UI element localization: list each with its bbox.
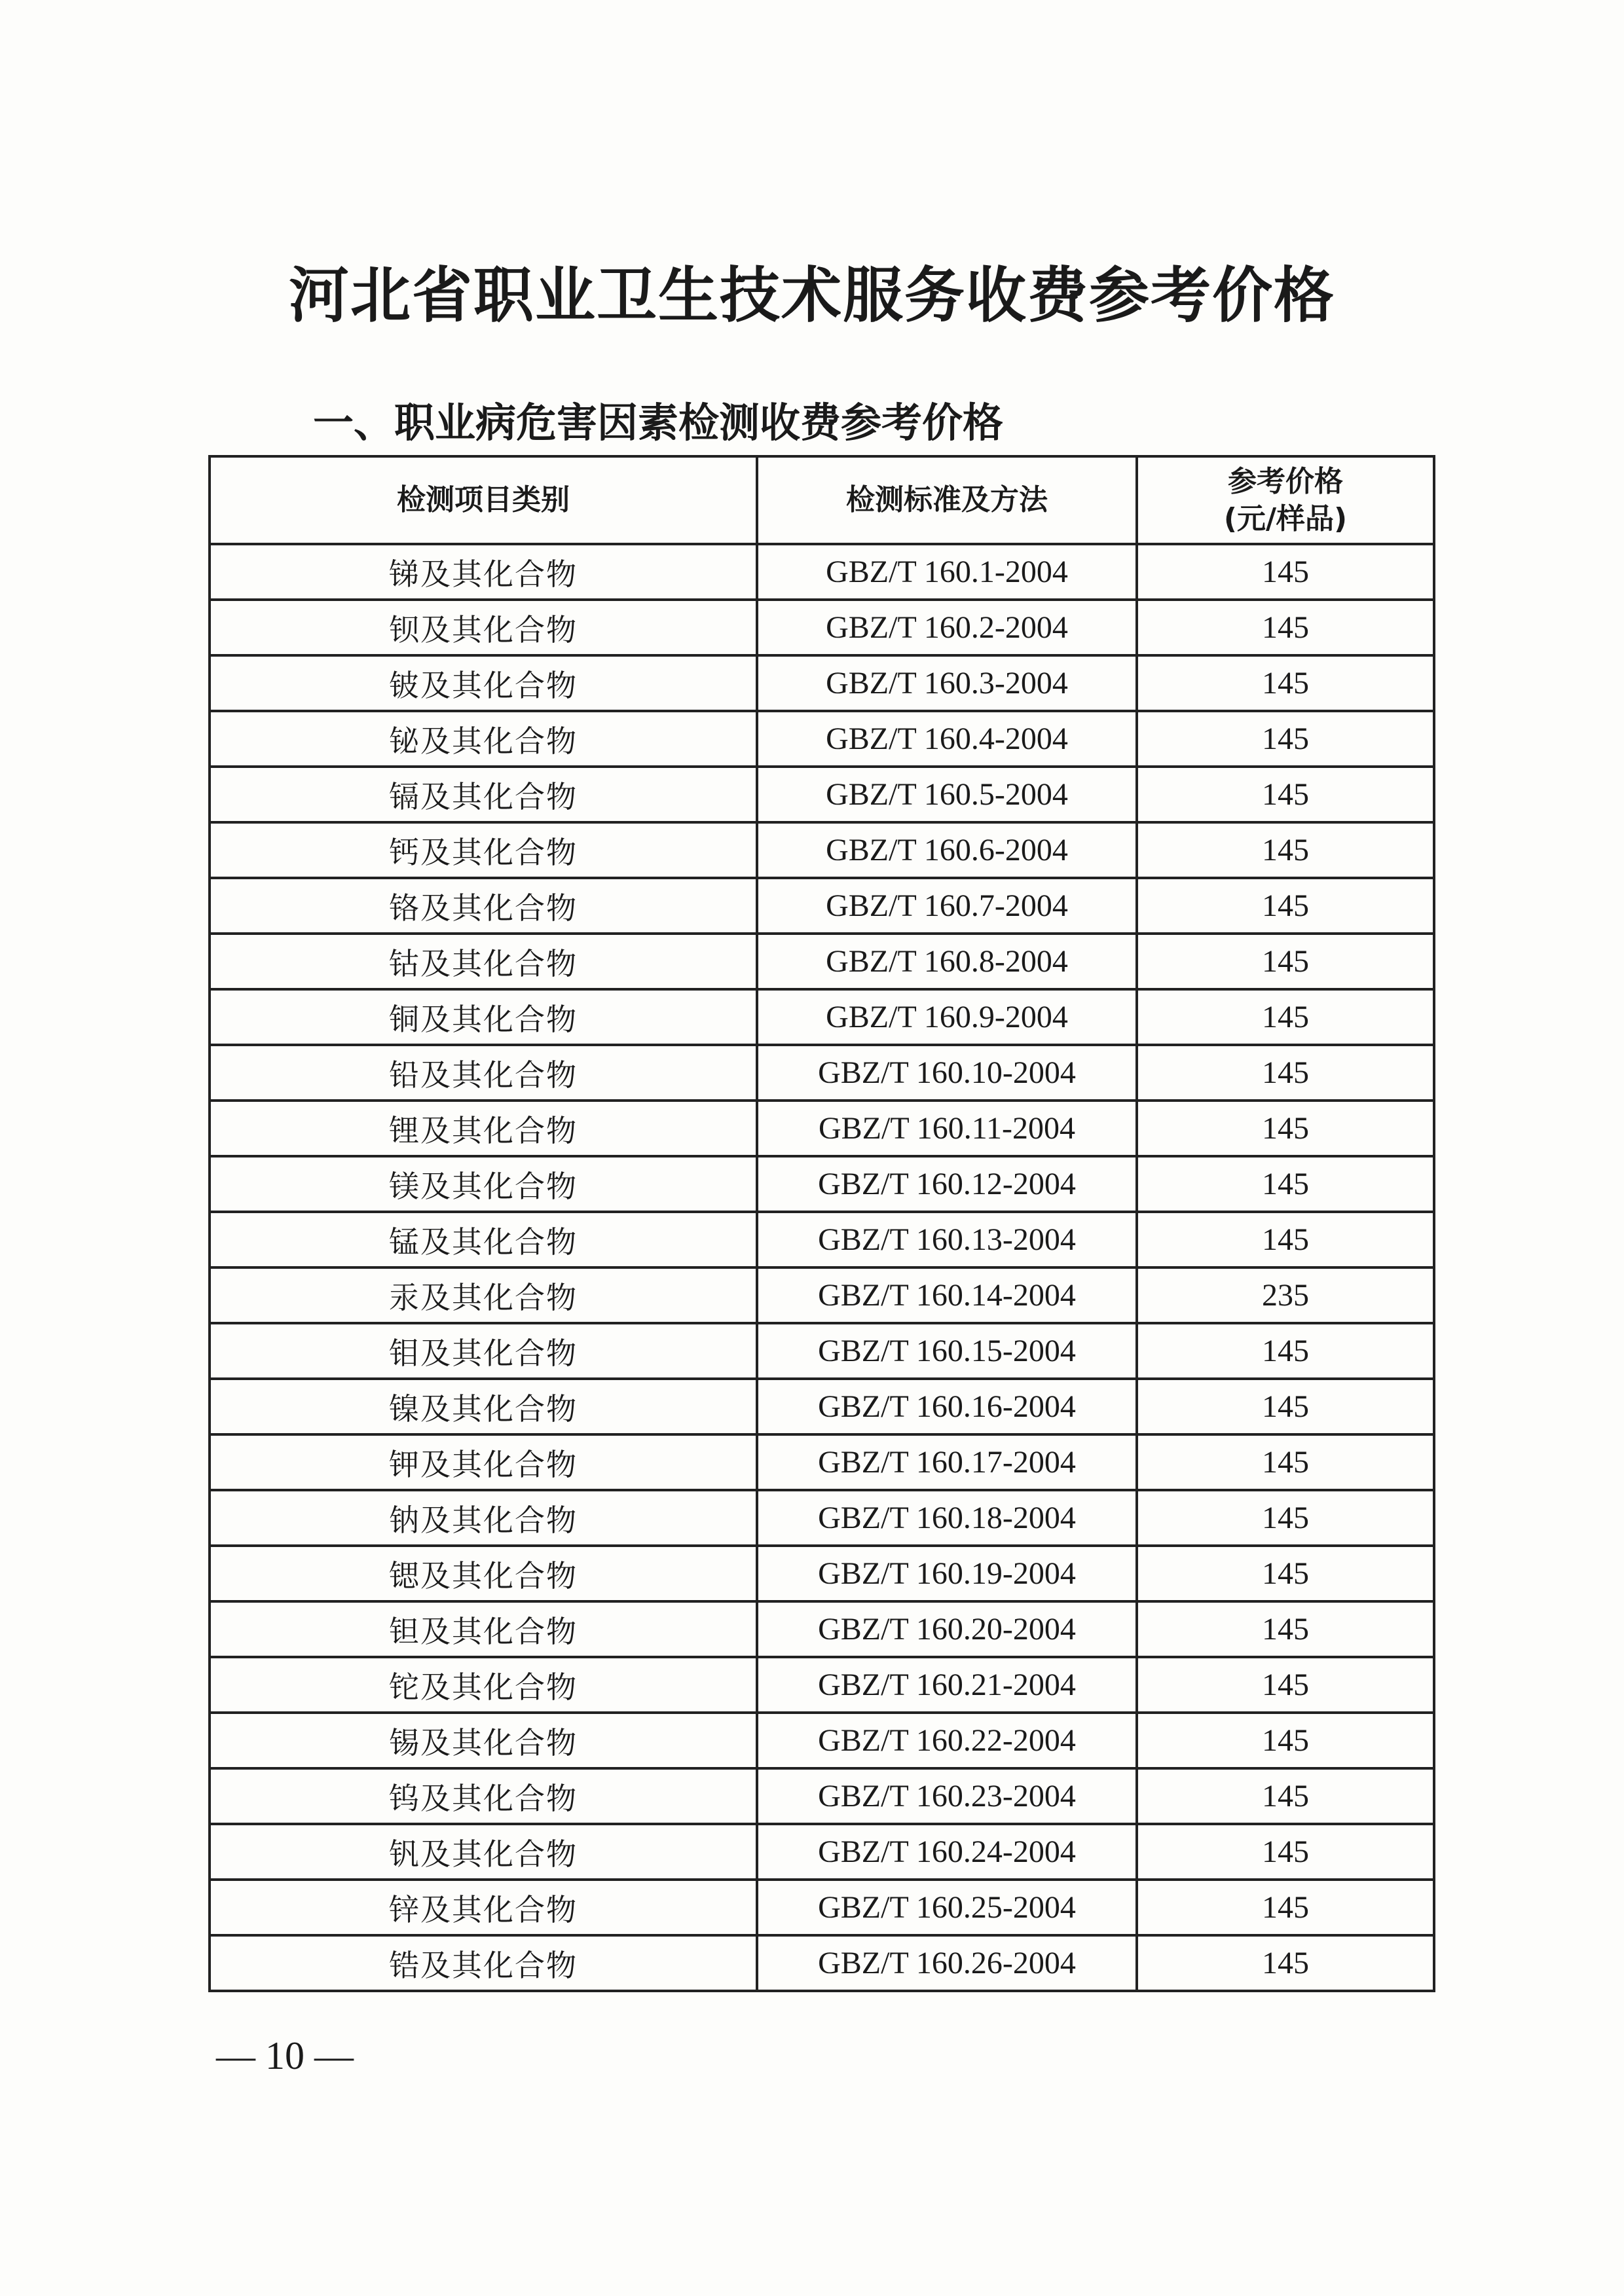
table-row xyxy=(210,934,1434,989)
cell-item: 铊及其化合物 xyxy=(210,1657,757,1713)
table-row xyxy=(210,544,1434,600)
table-row xyxy=(210,1212,1434,1267)
cell-item: 钠及其化合物 xyxy=(210,1490,757,1546)
table-row xyxy=(210,767,1434,822)
cell-standard: GBZ/T 160.17-2004 xyxy=(757,1434,1137,1490)
table-row xyxy=(210,1490,1434,1546)
cell-price: 145 xyxy=(1137,878,1434,934)
cell-price: 145 xyxy=(1137,1379,1434,1434)
cell-standard: GBZ/T 160.11-2004 xyxy=(757,1101,1137,1156)
cell-standard: GBZ/T 160.21-2004 xyxy=(757,1657,1137,1713)
table-row xyxy=(210,1824,1434,1880)
cell-price: 145 xyxy=(1137,1546,1434,1601)
cell-item: 锑及其化合物 xyxy=(210,544,757,600)
cell-standard: GBZ/T 160.19-2004 xyxy=(757,1546,1137,1601)
table-row xyxy=(210,1601,1434,1657)
cell-item: 铅及其化合物 xyxy=(210,1045,757,1101)
cell-item: 镍及其化合物 xyxy=(210,1379,757,1434)
cell-item: 钾及其化合物 xyxy=(210,1434,757,1490)
cell-standard: GBZ/T 160.15-2004 xyxy=(757,1323,1137,1379)
cell-item: 锂及其化合物 xyxy=(210,1101,757,1156)
table-row xyxy=(210,878,1434,934)
cell-price: 145 xyxy=(1137,1768,1434,1824)
cell-standard: GBZ/T 160.1-2004 xyxy=(757,544,1137,600)
table-row xyxy=(210,1935,1434,1991)
cell-price: 145 xyxy=(1137,989,1434,1045)
cell-price: 145 xyxy=(1137,767,1434,822)
cell-item: 镁及其化合物 xyxy=(210,1156,757,1212)
cell-price: 145 xyxy=(1137,1657,1434,1713)
page-title: 河北省职业卫生技术服务收费参考价格 xyxy=(288,260,1335,331)
cell-item: 铜及其化合物 xyxy=(210,989,757,1045)
cell-standard: GBZ/T 160.18-2004 xyxy=(757,1490,1137,1546)
cell-item: 锆及其化合物 xyxy=(210,1935,757,1991)
cell-item: 钼及其化合物 xyxy=(210,1323,757,1379)
table-header-row xyxy=(210,456,1434,544)
table-row xyxy=(210,1657,1434,1713)
cell-standard: GBZ/T 160.20-2004 xyxy=(757,1601,1137,1657)
table-row xyxy=(210,1880,1434,1935)
table-row xyxy=(210,1156,1434,1212)
cell-standard: GBZ/T 160.5-2004 xyxy=(757,767,1137,822)
table-row xyxy=(210,600,1434,655)
cell-standard: GBZ/T 160.7-2004 xyxy=(757,878,1137,934)
header-price-line1: 参考价格 xyxy=(1228,464,1343,498)
cell-item: 锰及其化合物 xyxy=(210,1212,757,1267)
price-table xyxy=(208,455,1435,1992)
cell-item: 锶及其化合物 xyxy=(210,1546,757,1601)
cell-price: 145 xyxy=(1137,1490,1434,1546)
cell-price: 145 xyxy=(1137,711,1434,767)
table-row xyxy=(210,822,1434,878)
cell-price: 145 xyxy=(1137,1601,1434,1657)
cell-standard: GBZ/T 160.2-2004 xyxy=(757,600,1137,655)
cell-price: 145 xyxy=(1137,1156,1434,1212)
cell-price: 145 xyxy=(1137,1101,1434,1156)
cell-price: 145 xyxy=(1137,1212,1434,1267)
cell-price: 145 xyxy=(1137,1045,1434,1101)
table-row xyxy=(210,989,1434,1045)
cell-standard: GBZ/T 160.24-2004 xyxy=(757,1824,1137,1880)
cell-standard: GBZ/T 160.12-2004 xyxy=(757,1156,1137,1212)
cell-price: 145 xyxy=(1137,822,1434,878)
cell-price: 145 xyxy=(1137,600,1434,655)
cell-price: 145 xyxy=(1137,544,1434,600)
table-row xyxy=(210,711,1434,767)
cell-standard: GBZ/T 160.10-2004 xyxy=(757,1045,1137,1101)
cell-item: 汞及其化合物 xyxy=(210,1267,757,1323)
table-row xyxy=(210,1768,1434,1824)
cell-item: 钨及其化合物 xyxy=(210,1768,757,1824)
cell-standard: GBZ/T 160.14-2004 xyxy=(757,1267,1137,1323)
cell-standard: GBZ/T 160.9-2004 xyxy=(757,989,1137,1045)
cell-price: 235 xyxy=(1137,1267,1434,1323)
table-row xyxy=(210,655,1434,711)
section-title: 一、职业病危害因素检测收费参考价格 xyxy=(313,399,1004,446)
cell-item: 钡及其化合物 xyxy=(210,600,757,655)
cell-item: 钽及其化合物 xyxy=(210,1601,757,1657)
page-number: — 10 — xyxy=(216,2034,354,2077)
cell-standard: GBZ/T 160.22-2004 xyxy=(757,1713,1137,1768)
cell-item: 钙及其化合物 xyxy=(210,822,757,878)
table-row xyxy=(210,1267,1434,1323)
cell-item: 锌及其化合物 xyxy=(210,1880,757,1935)
cell-standard: GBZ/T 160.13-2004 xyxy=(757,1212,1137,1267)
cell-standard: GBZ/T 160.4-2004 xyxy=(757,711,1137,767)
cell-item: 钴及其化合物 xyxy=(210,934,757,989)
header-standard: 检测标准及方法 xyxy=(757,456,1137,544)
cell-price: 145 xyxy=(1137,655,1434,711)
cell-item: 镉及其化合物 xyxy=(210,767,757,822)
cell-price: 145 xyxy=(1137,1880,1434,1935)
table-row xyxy=(210,1546,1434,1601)
cell-item: 铋及其化合物 xyxy=(210,711,757,767)
cell-standard: GBZ/T 160.26-2004 xyxy=(757,1935,1137,1991)
cell-price: 145 xyxy=(1137,1323,1434,1379)
header-price xyxy=(1137,456,1434,544)
cell-standard: GBZ/T 160.16-2004 xyxy=(757,1379,1137,1434)
table-row xyxy=(210,1379,1434,1434)
cell-standard: GBZ/T 160.3-2004 xyxy=(757,655,1137,711)
cell-price: 145 xyxy=(1137,934,1434,989)
cell-item: 钒及其化合物 xyxy=(210,1824,757,1880)
table-row xyxy=(210,1045,1434,1101)
table-row xyxy=(210,1434,1434,1490)
cell-item: 铬及其化合物 xyxy=(210,878,757,934)
table-row xyxy=(210,1101,1434,1156)
cell-price: 145 xyxy=(1137,1713,1434,1768)
header-item: 检测项目类别 xyxy=(210,456,757,544)
table-row xyxy=(210,1713,1434,1768)
cell-item: 锡及其化合物 xyxy=(210,1713,757,1768)
cell-item: 铍及其化合物 xyxy=(210,655,757,711)
cell-standard: GBZ/T 160.8-2004 xyxy=(757,934,1137,989)
cell-price: 145 xyxy=(1137,1434,1434,1490)
cell-standard: GBZ/T 160.25-2004 xyxy=(757,1880,1137,1935)
table-body xyxy=(210,544,1434,1991)
cell-price: 145 xyxy=(1137,1824,1434,1880)
table-row xyxy=(210,1323,1434,1379)
cell-price: 145 xyxy=(1137,1935,1434,1991)
header-price-line2: (元/样品) xyxy=(1223,502,1348,536)
cell-standard: GBZ/T 160.6-2004 xyxy=(757,822,1137,878)
cell-standard: GBZ/T 160.23-2004 xyxy=(757,1768,1137,1824)
